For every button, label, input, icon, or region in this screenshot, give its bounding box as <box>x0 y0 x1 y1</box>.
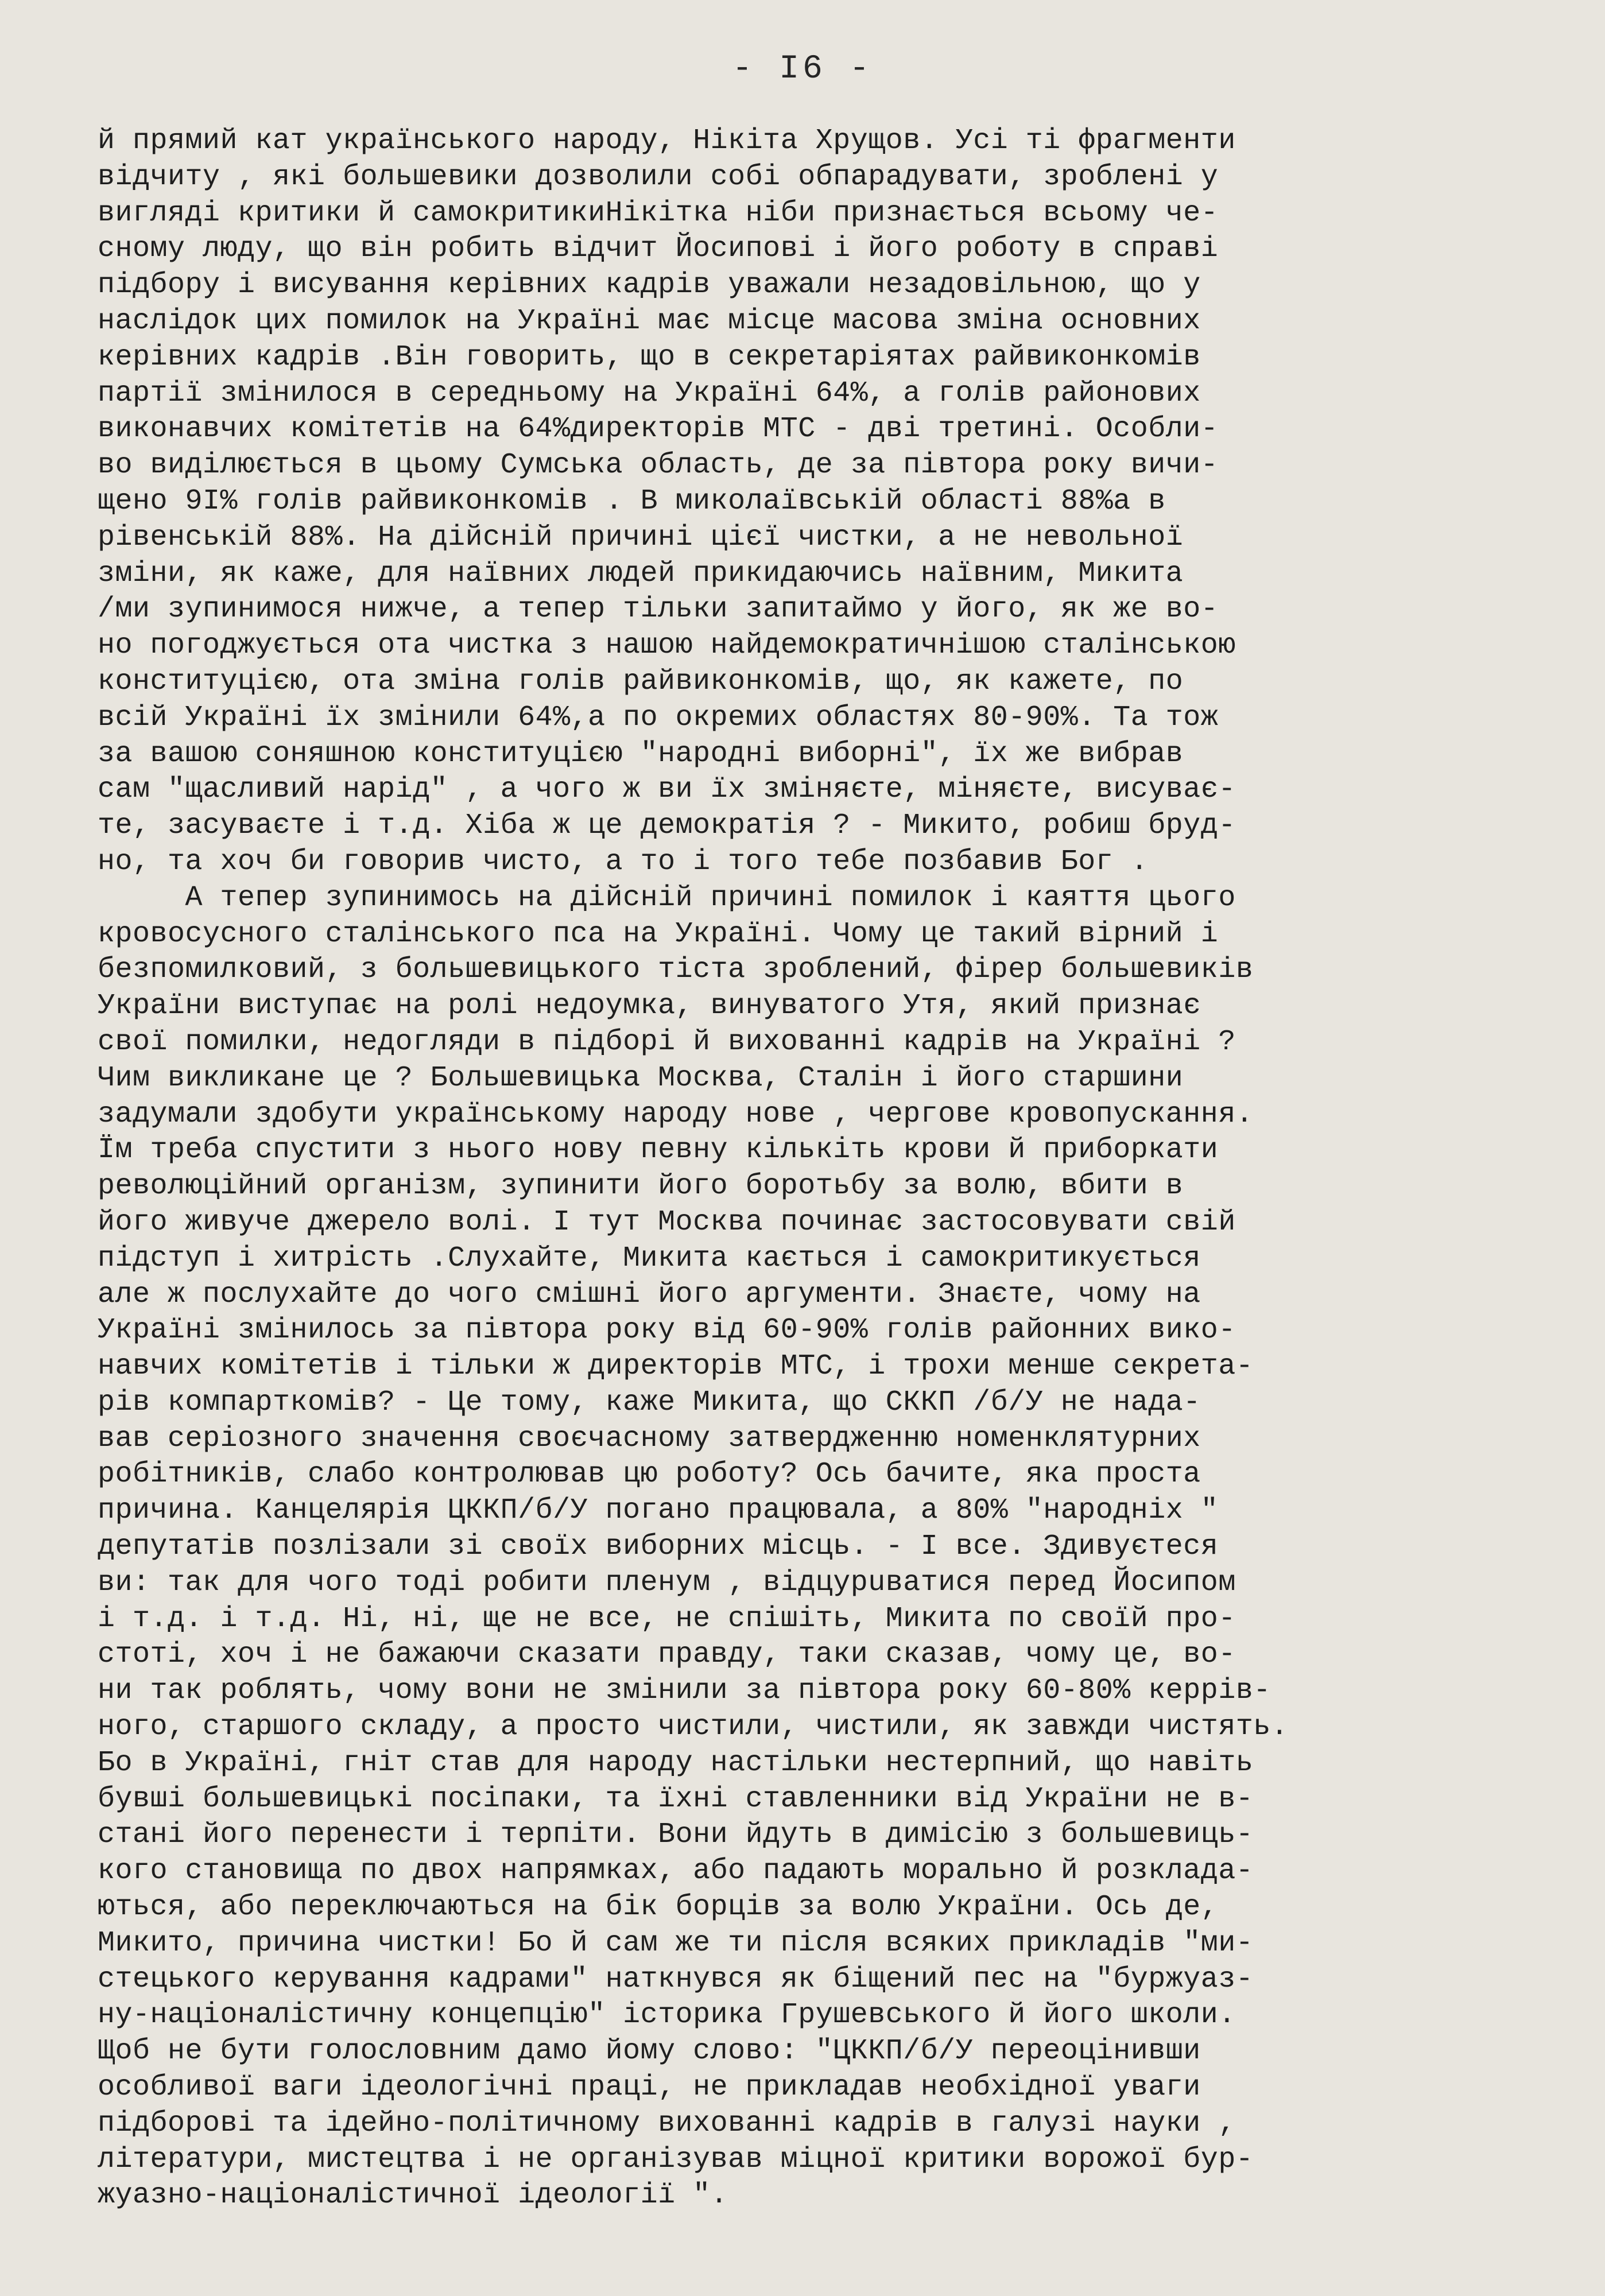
text-line: депутатів позлізали зі своїх виборних місць. - І все. Здивуєтеся <box>98 1530 1219 1564</box>
text-line: ви: так для чого тоді робити пленум , відцурuватися перед Йосипом <box>98 1566 1236 1599</box>
text-line: його живуче джерело волі. І тут Москва починає застосовувати свій <box>98 1205 1236 1239</box>
text-line: вигляді критики й самокритикиНікітка ніби признається всьому че- <box>98 196 1219 230</box>
text-line: но, та хоч би говорив чисто, а то і того тебе позбавив Бог . <box>98 845 1149 878</box>
text-line: Чим викликане це ? Большевицька Москва, Сталін і його старшини <box>98 1061 1184 1095</box>
text-line: стоті, хоч і не бажаючи сказати правду, таки сказав, чому це, во- <box>98 1638 1236 1671</box>
text-line: виконавчих комітетів на 64%директорів МТС - дві третині. Особли- <box>98 413 1219 446</box>
text-line: ну-націоналістичну концепцію" історика Грушевського й його школи. <box>98 1999 1236 2032</box>
text-line: сам "щасливий нарід" , а чого ж ви їх зміняєте, міняєте, висуває- <box>98 773 1236 806</box>
text-line: Микито, причина чистки! Бо й сам же ти після всяких прикладів "ми- <box>98 1926 1254 1960</box>
text-line: керівних кадрів .Він говорить, що в секретаріятах райвиконкомів <box>98 340 1201 374</box>
text-line: Їм треба спустити з нього нову певну кількіть крови й приборкати <box>98 1134 1219 1167</box>
text-line: особливої ваги ідеологічні праці, не прикладав необхідної уваги <box>98 2071 1201 2104</box>
text-line: кровосусного сталінського пса на Україні. Чому це такий вірний і <box>98 917 1219 951</box>
text-line: України виступає на ролі недоумка, винуватого Утя, який признає <box>98 990 1201 1023</box>
text-line: всій Україні їх змінили 64%,а по окремих областях 80-90%. Та тож <box>98 701 1219 734</box>
text-line: безпомилковий, з большевицького тіста зроблений, фірер большевиків <box>98 953 1254 987</box>
text-line: во виділюється в цьому Сумська область, де за півтора року вичи- <box>98 449 1219 482</box>
text-line: сному люду, що він робить відчит Йосипові і його роботу в справі <box>98 232 1219 266</box>
text-line: свої помилки, недогляди в підборі й вихованні кадрів на Україні ? <box>98 1025 1236 1058</box>
text-line: але ж послухайте до чого смішні його аргументи. Знаєте, чому на <box>98 1278 1201 1311</box>
text-line: жуазно-націоналістичної ідеології ". <box>98 2179 728 2212</box>
text-line: робітників, слабо контролював цю роботу? Ось бачите, яка проста <box>98 1458 1201 1491</box>
text-line: кого становища по двох напрямках, або падають морально й розклада- <box>98 1855 1254 1888</box>
page-number: - I6 - <box>732 51 873 88</box>
text-line: те, засуваєте і т.д. Хіба ж це демократія ? - Микито, робиш бруд- <box>98 809 1236 843</box>
text-line: бувші большевицькі посіпаки, та їхні ставленники від України не в- <box>98 1782 1254 1816</box>
text-line: щено 9I% голів райвиконкомів . В миколаївській області 88%а в <box>98 484 1166 518</box>
text-line: рів компарткомів? - Це тому, каже Микита, що СККП /б/У не нада- <box>98 1386 1201 1419</box>
text-line: відчиту , які большевики дозволили собі обпарадувати, зроблені у <box>98 160 1219 193</box>
text-line: навчих комітетів і тільки ж директорів МТС, і трохи менше секрета- <box>98 1350 1254 1383</box>
text-line: Щоб не бути голословним дамо йому слово: "ЦККП/б/У переоцінивши <box>98 2035 1201 2068</box>
text-line: літератури, мистецтва і не організував міцної критики ворожої бур- <box>98 2143 1254 2176</box>
text-line: революційний організм, зупинити його боротьбу за волю, вбити в <box>98 1170 1184 1203</box>
text-line: вав серіозного значення своєчасному затвердженню номенклятурних <box>98 1422 1201 1455</box>
text-line: ного, старшого складу, а просто чистили, чистили, як завжди чистять. <box>98 1711 1289 1744</box>
text-line: й прямий кат українського народу, Нікіта Хрущов. Усі ті фрагменти <box>98 125 1236 157</box>
text-line: ни так роблять, чому вони не змінили за півтора року 60-80% керрів- <box>98 1674 1271 1708</box>
text-line: підступ і хитрість .Слухайте, Микита кається і самокритикується <box>98 1242 1201 1275</box>
body-text <box>98 123 1544 2214</box>
text-line: задумали здобути українському народу нове , чергове кровопускання. <box>98 1097 1254 1131</box>
text-line: Бо в Україні, гніт став для народу настільки нестерпний, що навіть <box>98 1746 1254 1779</box>
text-line: /ми зупинимося нижче, а тепер тільки запитаймо у його, як же во- <box>98 593 1219 626</box>
text-line: А тепер зупинимось на дійсній причині помилок і каяття цього <box>98 881 1236 914</box>
text-line: і т.д. і т.д. Ні, ні, ще не все, не спішіть, Микита по своїй про- <box>98 1602 1236 1635</box>
text-line: за вашою соняшною конституцією "народні виборні", їх же вибрав <box>98 737 1184 770</box>
text-line: конституцією, ота зміна голів райвиконкомів, що, як кажете, по <box>98 665 1184 698</box>
text-line: стецького керування кадрами" наткнувся як біщений пес на "буржуаз- <box>98 1963 1254 1996</box>
text-line: ються, або переключаються на бік борців за волю України. Ось де, <box>98 1891 1219 1924</box>
text-line: зміни, як каже, для наївних людей прикидаючись наївним, Микита <box>98 557 1184 590</box>
text-line: наслідок цих помилок на Україні має місце масова зміна основних <box>98 304 1201 338</box>
text-line: рівенській 88%. На дійсній причині цієї чистки, а не невольної <box>98 521 1184 554</box>
text-line: Україні змінилось за півтора року від 60-90% голів районних вико- <box>98 1314 1236 1347</box>
text-line: стані його перенести і терпіти. Вони йдуть в димісію з большевиць- <box>98 1818 1254 1852</box>
text-line: причина. Канцелярія ЦККП/б/У погано працювала, а 80% "народніх " <box>98 1494 1219 1527</box>
text-line: підборові та ідейно-політичному вихованні кадрів в галузі науки , <box>98 2107 1236 2140</box>
text-line: партії змінилося в середньому на Україні 64%, а голів районових <box>98 377 1201 410</box>
text-line: підбору і висування керівних кадрів уважали незадовільною, що у <box>98 269 1201 302</box>
text-line: но погоджується ота чистка з нашою найдемократичнішою сталінською <box>98 629 1236 662</box>
